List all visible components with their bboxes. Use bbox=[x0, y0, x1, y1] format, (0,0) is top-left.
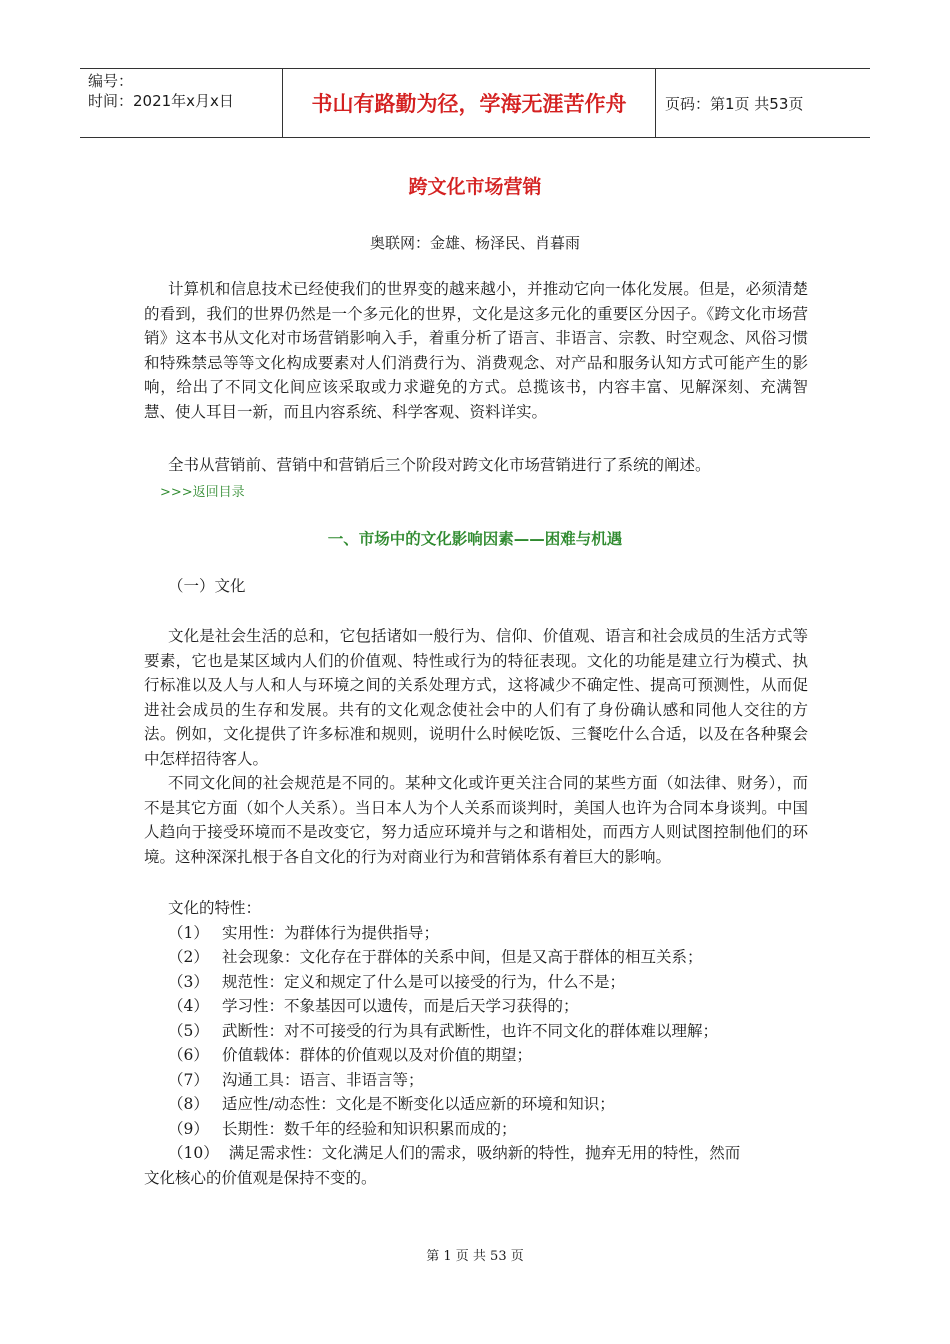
list-item-text: 价值载体：群体的价值观以及对价值的期望； bbox=[222, 1046, 533, 1064]
list-item-text: 社会现象：文化存在于群体的关系中间，但是又高于群体的相互关系； bbox=[222, 948, 703, 966]
list-item bbox=[144, 921, 808, 946]
list-item-continuation: 文化核心的价值观是保持不变的。 bbox=[144, 1168, 377, 1187]
list-item-text: 沟通工具：语言、非语言等； bbox=[222, 1070, 424, 1089]
traits-list bbox=[144, 896, 808, 1190]
list-item bbox=[144, 994, 808, 1019]
intro-paragraph: 全书从营销前、营销中和营销后三个阶段对跨文化市场营销进行了系统的阐述。 bbox=[168, 456, 711, 474]
list-item-number: （9） bbox=[168, 1119, 209, 1138]
traits-intro: 文化的特性： bbox=[168, 899, 262, 917]
list-item-text: 学习性：不象基因可以遗传，而是后天学习获得的； bbox=[222, 997, 579, 1015]
header-motto: 书山有路勤为径，学海无涯苦作舟 bbox=[283, 69, 656, 137]
page-header bbox=[80, 68, 870, 138]
intro-paragraph: 计算机和信息技术已经使我们的世界变的越来越小，并推动它向一体化发展。但是，必须清楚的看到，我们的世界仍然是一个多元化的世界，文化是这多元化的重要区分因子。《跨文化市场营销》这本书从文化对市场营销影响入手，着重分析了语言、非语言、宗教、时空观念、风俗习惯和特殊禁忌等等文化构成要素对人们消费行为、消费观念、对产品和服务认知方式可能产生的影响，给出了不同文化间应该采取或力求避免的方式。总揽该书，内容丰富、见解深刻、充满智慧、使人耳目一新，而且内容系统、科学客观、资料详实。 bbox=[144, 280, 808, 421]
list-item bbox=[144, 945, 808, 970]
list-item-text: 实用性：为群体行为提供指导； bbox=[222, 923, 440, 942]
list-item-number: （4） bbox=[168, 997, 209, 1015]
list-item-text: 满足需求性：文化满足人们的需求，吸纳新的特性，抛弃无用的特性，然而 bbox=[228, 1144, 741, 1162]
section-heading: 一、市场中的文化影响因素——困难与机遇 bbox=[327, 530, 623, 548]
list-item-number: （7） bbox=[168, 1070, 209, 1089]
list-item-number: （8） bbox=[168, 1095, 209, 1113]
list-item bbox=[144, 1092, 808, 1117]
body-paragraph: 文化是社会生活的总和，它包括诸如一般行为、信仰、价值观、语言和社会成员的生活方式等要素，它也是某区域内人们的价值观、特性或行为的特征表现。文化的功能是建立行为模式、执行标准以及人与人和人与环境之间的关系处理方式，这将减少不确定性、提高可预测性，从而促进社会成员的生存和发展。共有的文化观念使社会中的人们有了身份确认感和同他人交往的方法。例如，文化提供了许多标准和规则，说明什么时候吃饭、三餐吃什么合适，以及在各种聚会中怎样招待客人。 bbox=[144, 627, 808, 768]
list-item bbox=[144, 970, 808, 995]
document-authors: 奥联网：金雄、杨泽民、肖暮雨 bbox=[369, 234, 580, 252]
list-item bbox=[144, 1019, 808, 1044]
list-item bbox=[144, 1068, 808, 1093]
list-item-number: （5） bbox=[168, 1021, 209, 1040]
list-item-number: （1） bbox=[168, 923, 209, 942]
list-item bbox=[144, 1141, 808, 1166]
body-paragraph: 不同文化间的社会规范是不同的。某种文化或许更关注合同的某些方面（如法律、财务），而不是其它方面（如个人关系）。当日本人为个人关系而谈判时，美国人也许为合同本身谈判。中国人趋向于接受环境而不是改变它，努力适应环境并与之和谐相处，而西方人则试图控制他们的环境。这种深深扎根于各自文化的行为对商业行为和营销体系有着巨大的影响。 bbox=[144, 774, 808, 866]
header-meta bbox=[80, 69, 283, 137]
list-item-number: （3） bbox=[168, 972, 209, 991]
list-item bbox=[144, 1043, 808, 1068]
back-to-contents-link[interactable]: >>>返回目录 bbox=[160, 485, 245, 500]
list-item-text: 适应性/动态性：文化是不断变化以适应新的环境和知识； bbox=[222, 1095, 615, 1113]
list-item-number: （2） bbox=[168, 948, 209, 966]
document-title: 跨文化市场营销 bbox=[408, 176, 542, 198]
list-item-text: 武断性：对不可接受的行为具有武断性，也许不同文化的群体难以理解； bbox=[222, 1021, 719, 1040]
list-item-number: （6） bbox=[168, 1046, 209, 1064]
list-item bbox=[144, 1117, 808, 1142]
page-footer: 第 1 页 共 53 页 bbox=[426, 1249, 524, 1264]
list-item-text: 长期性：数千年的经验和知识积累而成的； bbox=[222, 1119, 517, 1138]
document-number-label: 编号： bbox=[88, 72, 134, 90]
list-item-number: （10） bbox=[168, 1144, 219, 1162]
header-page-info: 页码：第1页 共53页 bbox=[665, 94, 804, 113]
list-item-text: 规范性：定义和规定了什么是可以接受的行为，什么不是； bbox=[222, 972, 626, 991]
sub-heading: （一）文化 bbox=[168, 577, 246, 595]
document-date: 时间：2021年x月x日 bbox=[88, 92, 234, 110]
